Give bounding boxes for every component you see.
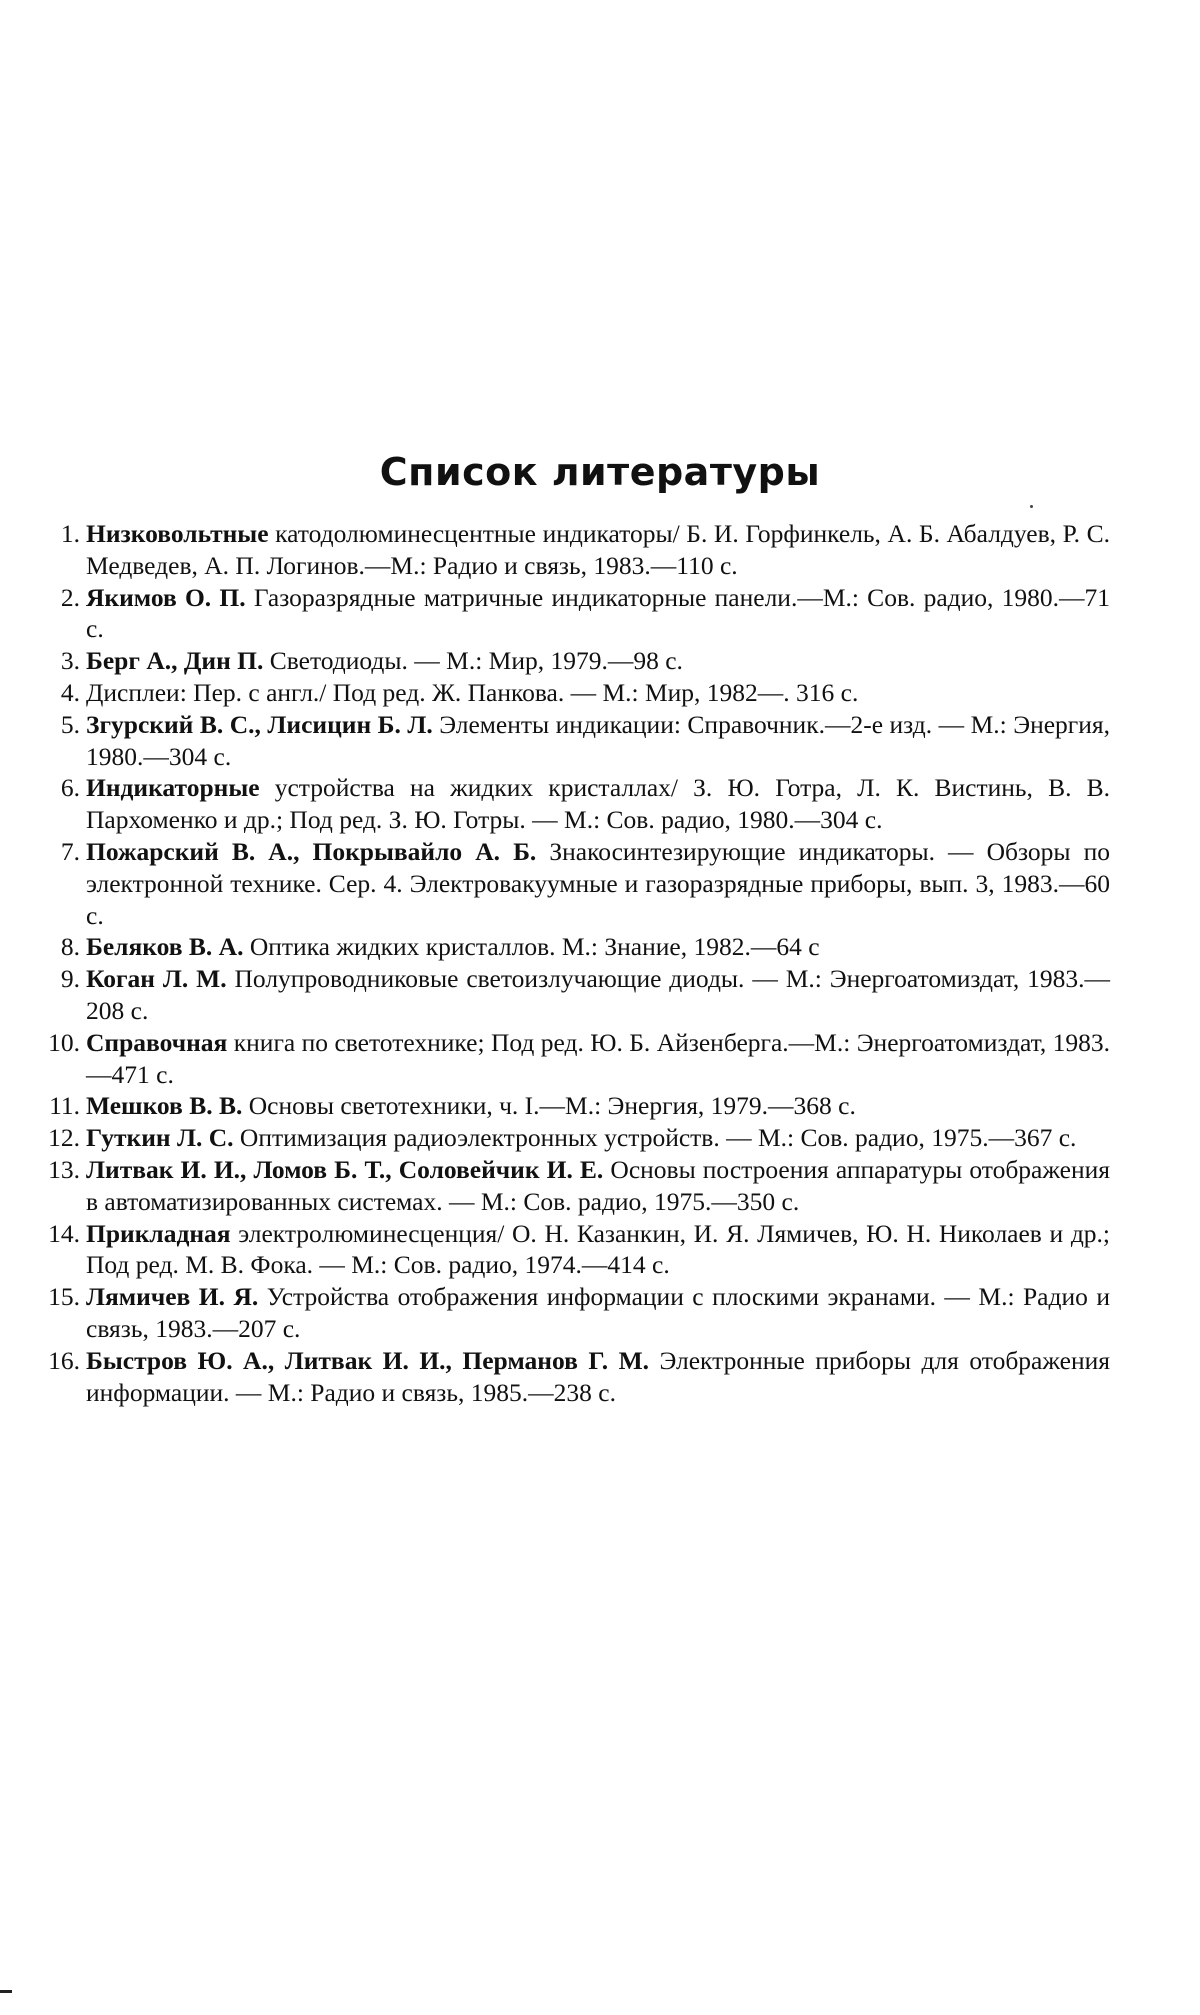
reference-item: [36, 931, 1110, 963]
reference-item: [36, 709, 1110, 773]
reference-authors: Лямичев И. Я.: [86, 1282, 259, 1312]
reference-item: [36, 836, 1110, 931]
reference-item: [36, 582, 1110, 646]
reference-number: 11.: [49, 1091, 80, 1121]
reference-item: [36, 772, 1110, 836]
reference-details: устройства на жидких кристаллах/ З. Ю. Готра, Л. К. Вистинь, В. В. Пархоменко и др.; Под ред. З. Ю. Готры. — М.: Сов. радио, 1980.—304 с.: [86, 773, 1110, 835]
reference-body: [86, 1122, 1110, 1154]
reference-number: 4.: [60, 677, 80, 707]
reference-number: 15.: [48, 1282, 80, 1312]
reference-details: электролюминесценция/ О. Н. Казанкин, И. Я. Лямичев, Ю. Н. Николаев и др.; Под ред. М. В. Фока. — М.: Сов. радио, 1974.—414 с.: [86, 1218, 1110, 1280]
reference-details: Основы светотехники, ч. I.—М.: Энергия, 1979.—368 с.: [242, 1091, 856, 1121]
reference-item: [36, 1154, 1110, 1218]
reference-body: [86, 1154, 1110, 1218]
reference-authors: Прикладная: [86, 1218, 231, 1248]
reference-authors: Пожарский В. А., Покрывайло А. Б.: [86, 836, 537, 866]
reference-body: [86, 1281, 1110, 1345]
reference-authors: Якимов О. П.: [86, 582, 246, 612]
reference-item: [36, 1281, 1110, 1345]
reference-details: Основы построения аппаратуры отображения в автоматизированных системах. — М.: Сов. радио, 1975.—350 с.: [86, 1154, 1110, 1216]
reference-body: [86, 1218, 1110, 1282]
reference-details: катодолюминесцентные индикаторы/ Б. И. Горфинкель, А. Б. Абалдуев, Р. С. Медведев, А. П. Логинов.—М.: Радио и связь, 1983.—110 с.: [86, 519, 1110, 580]
reference-details: Элементы индикации: Справочник.—2-е изд. — М.: Энергия, 1980.—304 с.: [86, 709, 1110, 771]
reference-item: [36, 645, 1110, 677]
reference-body: [86, 836, 1110, 931]
reference-authors: Гуткин Л. С.: [86, 1123, 234, 1153]
reference-number: 12.: [48, 1123, 80, 1153]
reference-number: 14.: [48, 1218, 80, 1248]
reference-details: Знакосинтезирующие индикаторы. — Обзоры по электронной технике. Сер. 4. Электровакуумные и газоразрядные приборы, вып. 3, 1983.—60 с.: [86, 836, 1111, 930]
reference-list: [36, 518, 1110, 1408]
reference-authors: Индикаторные: [86, 773, 260, 803]
reference-item: [36, 518, 1110, 582]
reference-authors: Быстров Ю. А., Литвак И. И., Перманов Г. М.: [86, 1345, 650, 1375]
reference-number: 3.: [60, 646, 80, 676]
reference-number: 7.: [60, 836, 80, 866]
reference-number: 1.: [60, 519, 80, 548]
reference-item: [36, 1345, 1110, 1409]
reference-number: 8.: [60, 932, 80, 962]
reference-body: [86, 931, 1110, 963]
reference-body: [86, 963, 1110, 1027]
reference-number: 6.: [60, 773, 80, 803]
reference-authors: Згурский В. С., Лисицин Б. Л.: [86, 709, 433, 739]
reference-item: [36, 1027, 1110, 1091]
reference-body: [86, 709, 1110, 773]
reference-authors: Беляков В. А.: [86, 932, 244, 962]
reference-details: Полупроводниковые светоизлучающие диоды. — М.: Энергоатомиздат, 1983.—208 с.: [86, 964, 1110, 1025]
reference-details: книга по светотехнике; Под ред. Ю. Б. Айзенберга.—М.: Энергоатомиздат, 1983.—471 с.: [86, 1027, 1110, 1089]
reference-details: Электронные приборы для отображения информации. — М.: Радио и связь, 1985.—238 с.: [86, 1345, 1110, 1407]
reference-authors: Коган Л. М.: [86, 964, 227, 994]
reference-body: [86, 677, 1110, 709]
reference-authors: Справочная: [86, 1027, 228, 1057]
reference-authors: Литвак И. И., Ломов Б. Т., Соловейчик И. Е.: [86, 1154, 604, 1184]
page-title: Список литературы: [379, 450, 821, 495]
reference-number: 16.: [48, 1345, 80, 1375]
reference-number: 2.: [60, 582, 80, 612]
reference-authors: Низковольтные: [86, 519, 269, 548]
reference-authors: Берг А., Дин П.: [86, 646, 264, 676]
reference-body: [86, 1345, 1110, 1409]
reference-details: Дисплеи: Пер. с англ./ Под ред. Ж. Панкова. — М.: Мир, 1982—. 316 с.: [86, 677, 859, 707]
reference-number: 10.: [48, 1027, 80, 1057]
reference-number: 13.: [48, 1154, 80, 1184]
reference-body: [86, 772, 1110, 836]
reference-body: [86, 645, 1110, 677]
reference-body: [86, 518, 1110, 582]
reference-item: [36, 677, 1110, 709]
reference-details: Газоразрядные матричные индикаторные панели.—М.: Сов. радио, 1980.—71 с.: [86, 582, 1110, 644]
reference-body: [86, 1090, 1110, 1122]
reference-item: [36, 1090, 1110, 1122]
reference-item: [36, 1218, 1110, 1282]
reference-item: [36, 1122, 1110, 1154]
reference-body: [86, 582, 1110, 646]
reference-number: 5.: [60, 709, 80, 739]
reference-details: Устройства отображения информации с плоскими экранами. — М.: Радио и связь, 1983.—207 с.: [86, 1282, 1110, 1343]
reference-number: 9.: [60, 964, 80, 994]
scan-edge-mark: [0, 1990, 12, 1993]
reference-details: Оптика жидких кристаллов. М.: Знание, 1982.—64 с: [243, 932, 820, 962]
reference-body: [86, 1027, 1110, 1091]
reference-authors: Мешков В. В.: [86, 1091, 243, 1121]
reference-details: Светодиоды. — М.: Мир, 1979.—98 с.: [263, 646, 683, 676]
reference-item: [36, 963, 1110, 1027]
reference-details: Оптимизация радиоэлектронных устройств. — М.: Сов. радио, 1975.—367 с.: [233, 1123, 1077, 1153]
scan-speck: [1030, 505, 1033, 508]
